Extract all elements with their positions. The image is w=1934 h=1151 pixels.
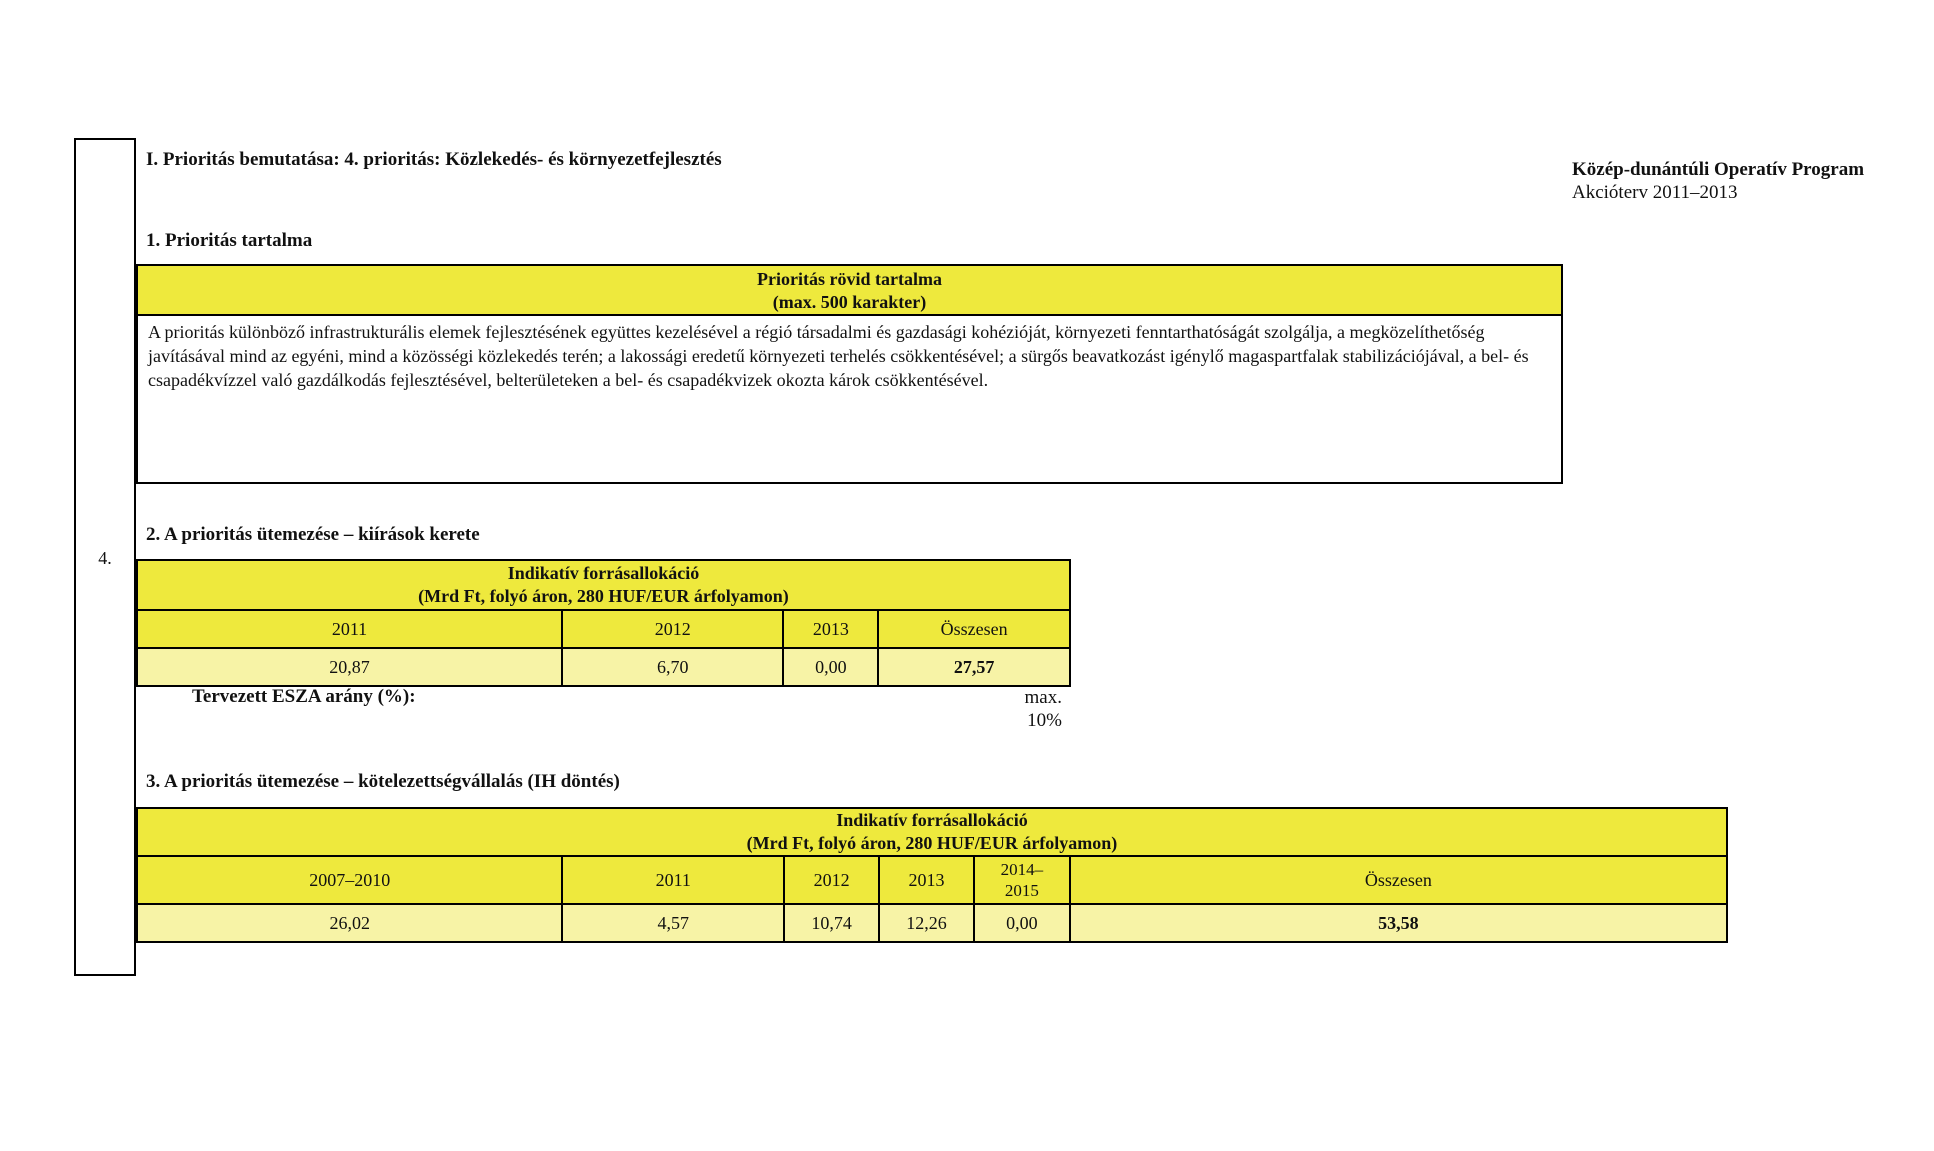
column-header: Összesen <box>878 610 1070 648</box>
esza-value-line2: 10% <box>1027 710 1062 731</box>
section3-table-title-line2: (Mrd Ft, folyó áron, 280 HUF/EUR árfolyamon) <box>746 833 1118 853</box>
column-header: 2011 <box>137 610 562 648</box>
table-cell: 10,74 <box>784 904 879 942</box>
esza-value <box>1000 686 1062 732</box>
priority-content-box <box>136 264 1563 484</box>
section2-table-title-line2: (Mrd Ft, folyó áron, 280 HUF/EUR árfolyamon) <box>418 586 789 606</box>
program-header <box>1572 158 1864 204</box>
esza-value-line1: max. <box>1024 687 1062 708</box>
esza-label: Tervezett ESZA arány (%): <box>192 686 416 707</box>
section2-header-row <box>137 610 1070 648</box>
content-box-header <box>138 266 1561 316</box>
content-box-text: A prioritás különböző infrastrukturális elemek fejlesztésének együttes kezelésével a régió társadalmi és gazdasági kohézióját, környezeti fenntarthatóságát szolgálja, a megközelíthetőség javításával mind az egyéni, mind a közösségi közlekedés terén; a lakossági eredetű környezeti terhelés csökkentésével; a sürgős beavatkozást igénylő magaspartfalak stabilizációjával, a bel- és csapadékvízzel való gazdálkodás fejlesztésével, belterületeken a bel- és csapadékvizek okozta károk csökkentésével. <box>148 322 1529 390</box>
section3-table-title <box>137 808 1727 856</box>
section3-value-row <box>137 904 1727 942</box>
column-header <box>974 856 1070 904</box>
column-header: Összesen <box>1070 856 1727 904</box>
priority-number: 4. <box>98 548 112 568</box>
page-title: I. Prioritás bemutatása: 4. prioritás: Közlekedés- és környezetfejlesztés <box>146 149 722 170</box>
table-cell: 12,26 <box>879 904 974 942</box>
section1-heading: 1. Prioritás tartalma <box>146 230 313 251</box>
total-cell: 27,57 <box>878 648 1070 686</box>
column-header-line2: 2015 <box>1004 881 1039 900</box>
content-box-title: Prioritás rövid tartalma <box>757 269 942 289</box>
column-header: 2012 <box>562 610 784 648</box>
table-cell: 20,87 <box>137 648 562 686</box>
section2-table-title-line1: Indikatív forrásallokáció <box>507 563 700 583</box>
section3-heading: 3. A prioritás ütemezése – kötelezettségvállalás (IH döntés) <box>146 771 620 792</box>
column-header: 2011 <box>562 856 784 904</box>
section3-table <box>136 807 1728 943</box>
column-header: 2007–2010 <box>137 856 562 904</box>
section2-table-title <box>137 560 1070 610</box>
table-cell: 4,57 <box>562 904 784 942</box>
program-subtitle: Akcióterv 2011–2013 <box>1572 182 1738 203</box>
column-header: 2012 <box>784 856 879 904</box>
section2-heading: 2. A prioritás ütemezése – kiírások kerete <box>146 524 480 545</box>
section2-value-row <box>137 648 1070 686</box>
column-header: 2013 <box>783 610 878 648</box>
table-cell: 26,02 <box>137 904 562 942</box>
section2-table <box>136 559 1071 687</box>
section3-header-row <box>137 856 1727 904</box>
column-header-line1: 2014– <box>1000 860 1044 879</box>
section3-table-title-line1: Indikatív forrásallokáció <box>836 810 1028 830</box>
table-cell: 6,70 <box>562 648 784 686</box>
total-cell: 53,58 <box>1070 904 1727 942</box>
table-cell: 0,00 <box>783 648 878 686</box>
table-cell: 0,00 <box>974 904 1070 942</box>
program-name: Közép-dunántúli Operatív Program <box>1572 159 1865 180</box>
column-header: 2013 <box>879 856 974 904</box>
content-box-subtitle: (max. 500 karakter) <box>772 292 927 312</box>
